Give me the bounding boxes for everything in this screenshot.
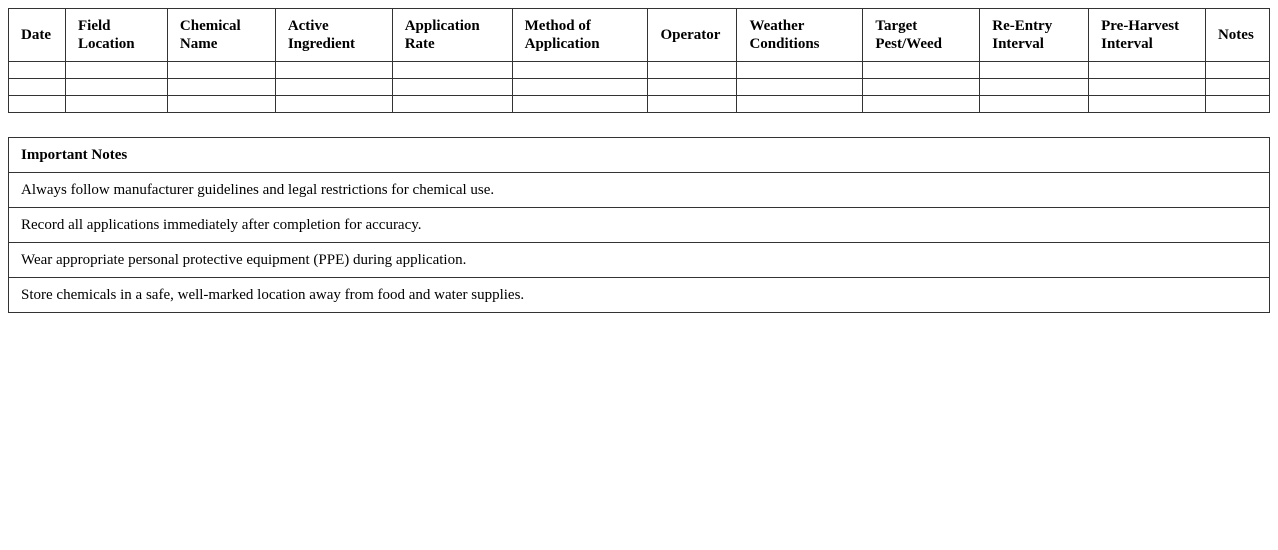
log-cell[interactable] [1089,96,1206,113]
column-header-active-ingredient [275,9,392,62]
column-header-text: Target [875,18,918,34]
column-header-text: Conditions [749,36,820,52]
notes-title-row [9,138,1270,173]
column-header-weather-conditions [737,9,863,62]
log-cell[interactable] [863,62,980,79]
log-cell[interactable] [512,79,648,96]
log-cell[interactable] [9,96,66,113]
log-cell[interactable] [980,62,1089,79]
column-header-date [9,9,66,62]
column-header-text: Application [524,36,600,52]
log-cell[interactable] [275,96,392,113]
log-cell[interactable] [980,96,1089,113]
log-cell[interactable] [392,62,512,79]
log-cell[interactable] [65,79,167,96]
log-cell[interactable] [980,79,1089,96]
column-header-field-location [65,9,167,62]
log-cell[interactable] [65,62,167,79]
log-cell[interactable] [648,96,737,113]
column-header-application-rate [392,9,512,62]
log-cell[interactable] [65,96,167,113]
column-header-operator [648,9,737,62]
chemical-application-log-table [8,8,1270,113]
column-header-text: Interval [1101,36,1153,52]
column-header-text: Name [179,36,218,52]
log-table-header [9,9,1270,62]
log-cell[interactable] [737,79,863,96]
log-cell[interactable] [1089,79,1206,96]
column-header-text: Rate [404,36,435,52]
column-header-target-pest-weed [863,9,980,62]
header-row [9,9,1270,62]
log-cell[interactable] [1205,62,1269,79]
notes-title: Important Notes [9,138,1270,173]
log-cell[interactable] [863,96,980,113]
column-header-method-of-application [512,9,648,62]
log-cell[interactable] [392,96,512,113]
log-cell[interactable] [392,79,512,96]
column-header-pre-harvest-interval [1089,9,1206,62]
log-table-body [9,62,1270,113]
column-header-text: Pre-Harvest [1101,18,1180,34]
log-cell[interactable] [1089,62,1206,79]
column-header-text: Pest/Weed [875,36,942,52]
note-item: Store chemicals in a safe, well-marked location away from food and water supplies. [9,278,1270,313]
log-row [9,62,1270,79]
log-cell[interactable] [737,96,863,113]
log-cell[interactable] [1205,96,1269,113]
column-header-text: Field [77,18,111,34]
log-cell[interactable] [648,62,737,79]
log-cell[interactable] [512,62,648,79]
log-cell[interactable] [167,96,275,113]
log-cell[interactable] [275,79,392,96]
log-cell[interactable] [9,62,66,79]
log-row [9,96,1270,113]
column-header-notes [1205,9,1269,62]
log-row [9,79,1270,96]
note-item: Record all applications immediately after completion for accuracy. [9,208,1270,243]
important-notes-table [8,137,1270,313]
log-cell[interactable] [863,79,980,96]
log-cell[interactable] [737,62,863,79]
note-row [9,208,1270,243]
log-cell[interactable] [648,79,737,96]
log-cell[interactable] [9,79,66,96]
column-header-text: Chemical [179,18,241,34]
column-header-text: Notes [1217,27,1254,43]
column-header-text: Application [404,18,480,34]
note-item: Wear appropriate personal protective equipment (PPE) during application. [9,243,1270,278]
column-header-text: Re-Entry [992,18,1053,34]
column-header-text: Date [21,27,51,43]
log-cell[interactable] [512,96,648,113]
note-row [9,173,1270,208]
column-header-text: Operator [660,27,721,43]
column-header-text: Method of [524,18,591,34]
note-row [9,243,1270,278]
note-row [9,278,1270,313]
log-cell[interactable] [1205,79,1269,96]
log-cell[interactable] [275,62,392,79]
column-header-re-entry-interval [980,9,1089,62]
log-cell[interactable] [167,79,275,96]
column-header-text: Active [287,18,329,34]
column-header-chemical-name [167,9,275,62]
column-header-text: Ingredient [287,36,356,52]
column-header-text: Location [77,36,135,52]
note-item: Always follow manufacturer guidelines and legal restrictions for chemical use. [9,173,1270,208]
column-header-text: Interval [992,36,1044,52]
log-cell[interactable] [167,62,275,79]
column-header-text: Weather [749,18,805,34]
